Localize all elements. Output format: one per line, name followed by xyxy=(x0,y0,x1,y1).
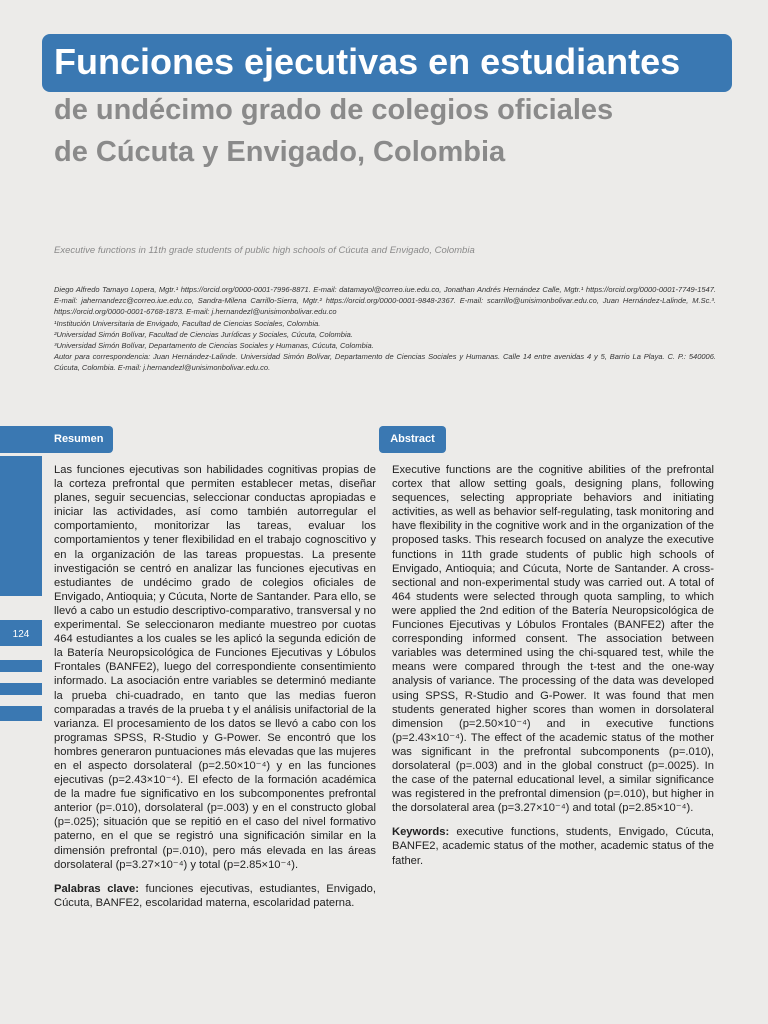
side-bar-stripe-1 xyxy=(0,660,42,672)
author-block xyxy=(54,284,716,374)
side-bar-stripe-3 xyxy=(0,706,42,721)
keywords-label: Keywords: xyxy=(392,826,450,839)
affiliation-1: ¹Institución Universitaria de Envigado, Facultad de Ciencias Sociales, Colombia. xyxy=(54,318,321,328)
keywords-label: Palabras clave: xyxy=(54,882,139,895)
resumen-text: Las funciones ejecutivas son habilidades cognitivas propias de la corteza prefrontal que permiten establecer metas, diseñar planes, seguir secuencias, seleccionar conductas apropiadas e iniciar las actividades, así como también autorregular el comportamiento, monitorizar las tareas, evaluar los comportamientos y tener flexibilidad en el trabajo cognoscitivo y en la organización de las tareas propuestas. La presente investigación se centró en analizar las funciones ejecutivas en estudiantes de undécimo grado de colegios oficiales de Envigado, Antioquia; y Cúcuta, Norte de Santander. Para ello, se llevó a cabo un estudio descriptivo-comparativo, transversal y no experimental. Se seleccionaron mediante muestreo por cuotas 464 estudiantes a los cuales se les aplicó la segunda edición de la Batería Neuropsicológica de Funciones Ejecutivas y Lóbulos Frontales (BANFE2), luego del correspondiente consentimiento informado. La asociación entre variables se determinó mediante la prueba chi-cuadrado, en tanto que las medias fueron comparadas a través de la prueba t y el análisis unifactorial de la varianza. El procesamiento de los datos se llevó a cabo con los programas SPSS, R-Studio y G-Power. Se encontró que los hombres generaron puntuaciones más elevadas que las mujeres en el aspecto dorsolateral (p=2.50×10⁻⁴) y en las funciones ejecutivas (p=2.43×10⁻⁴). El efecto de la formación académica de la madre fue significativo en los subcomponentes prefrontal anterior (p=.010), dorsolateral (p=.003) y en el constructo global (p=.025); situación que se repitió en el caso del nivel formativo paterno, en el que se registró una significación similar en la dimensión prefrontal (p=.010), pero más elevada en las áreas dorsolateral (p=3.27×10⁻⁴) y total (p=2.85×10⁻⁴). xyxy=(54,464,376,871)
author-list: Diego Alfredo Tamayo Lopera, Mgtr.¹ https://orcid.org/0000-0001-7996-8871. E-mail: datamayol@correo.iue.edu.co, Jonathan Andrés Hernández Calle, Mgtr.¹ https://orcid.org/0000-0001-7749-1547. E-mail: jahernandezc@correo.iue.edu.co, Sandra-Milena Carrillo-Sierra, Mgtr.² https://orcid.org/0000-0001-9848-2367. E-mail: scarrillo@unisimonbolivar.edu.co, Juan Hernández-Lalinde, M.Sc.³. https://orcid.org/0000-0001-6768-1873. E-mail: j.hernandezl@unisimonbolivar.edu.co xyxy=(54,285,716,317)
resumen-heading: Resumen xyxy=(0,426,113,453)
side-bar-stripe-2 xyxy=(0,683,42,695)
page-title: Funciones ejecutivas en estudiantes xyxy=(54,41,681,82)
page-number: 124 xyxy=(12,629,30,640)
abstract-text: Executive functions are the cognitive abilities of the prefrontal cortex that allow setting goals, designing plans, following sequences, selecting appropriate behaviors and initiating activities, as well as behavior self-regulating, task monitoring and have flexibility in the cognitive work and in the organization of the proposed tasks. This research focused on analyze the executive functions in 11th grade students of public high schools of Envigado, Antioquia; and Cúcuta, Norte de Santander. A cross-sectional and non-experimental study was carried out. A total of 464 students were selected through quota sampling, to which were applied the 2nd edition of the Batería Neuropsicológica de Funciones Ejecutivas y Lóbulos Frontales (BANFE2) after the corresponding informed consent. The association between variables was determined using the chi-squared test, while the means were compared through the t-test and the one-way analysis of variance. The processing of the data was developed using SPSS, R-Studio and G-Power. It was found that men students generated higher scores than women in dorsolateral dimension (p=2.50×10⁻⁴) and in executive functions (p=2.43×10⁻⁴). The effect of the academic status of the mother was significant in the prefrontal subcomponents (p=.010), dorsolateral (p=.003) and in the global construct (p=.0025). In the case of the paternal educational level, a similar significance was registered in the prefrontal dimension (p=.010), but higher in the dorsolateral area (p=3.27×10⁻⁴) and total (p=2.85×10⁻⁴). xyxy=(392,464,714,815)
resumen-column xyxy=(54,463,376,920)
side-bar-upper xyxy=(0,456,42,596)
page-subtitle xyxy=(54,89,613,173)
corresponding-author: Autor para correspondencia: Juan Hernández-Lalinde. Universidad Simón Bolívar, Departamento de Ciencias Sociales y Humanas. Calle 14 entre avenidas 4 y 5, Barrio La Playa. C. P.: 540006. Cúcuta, Colombia. E-mail: j.hernandezl@unisimonbolivar.edu.co. xyxy=(54,352,716,373)
keywords-list: funciones ejecutivas, estudiantes, Envigado, Cúcuta, BANFE2, escolaridad materna, escolaridad paterna. xyxy=(54,882,376,909)
resumen-keywords xyxy=(54,882,376,910)
keywords-list: executive functions, students, Envigado, Cúcuta, BANFE2, academic status of the mother, academic status of the father. xyxy=(392,826,714,867)
subtitle-line-2: de Cúcuta y Envigado, Colombia xyxy=(54,136,506,168)
affiliation-2: ²Universidad Simón Bolívar, Facultad de Ciencias Jurídicas y Sociales, Cúcuta, Colombia. xyxy=(54,329,353,339)
abstract-heading: Abstract xyxy=(379,426,446,453)
abstract-keywords xyxy=(392,825,714,867)
abstract-column xyxy=(392,463,714,878)
english-title: Executive functions in 11th grade students of public high schools of Cúcuta and Envigado, Colombia xyxy=(54,245,475,256)
subtitle-line-1: de undécimo grado de colegios oficiales xyxy=(54,94,614,126)
affiliation-3: ³Universidad Simón Bolívar, Departamento de Ciencias Sociales y Humanas, Cúcuta, Colombia. xyxy=(54,341,374,351)
